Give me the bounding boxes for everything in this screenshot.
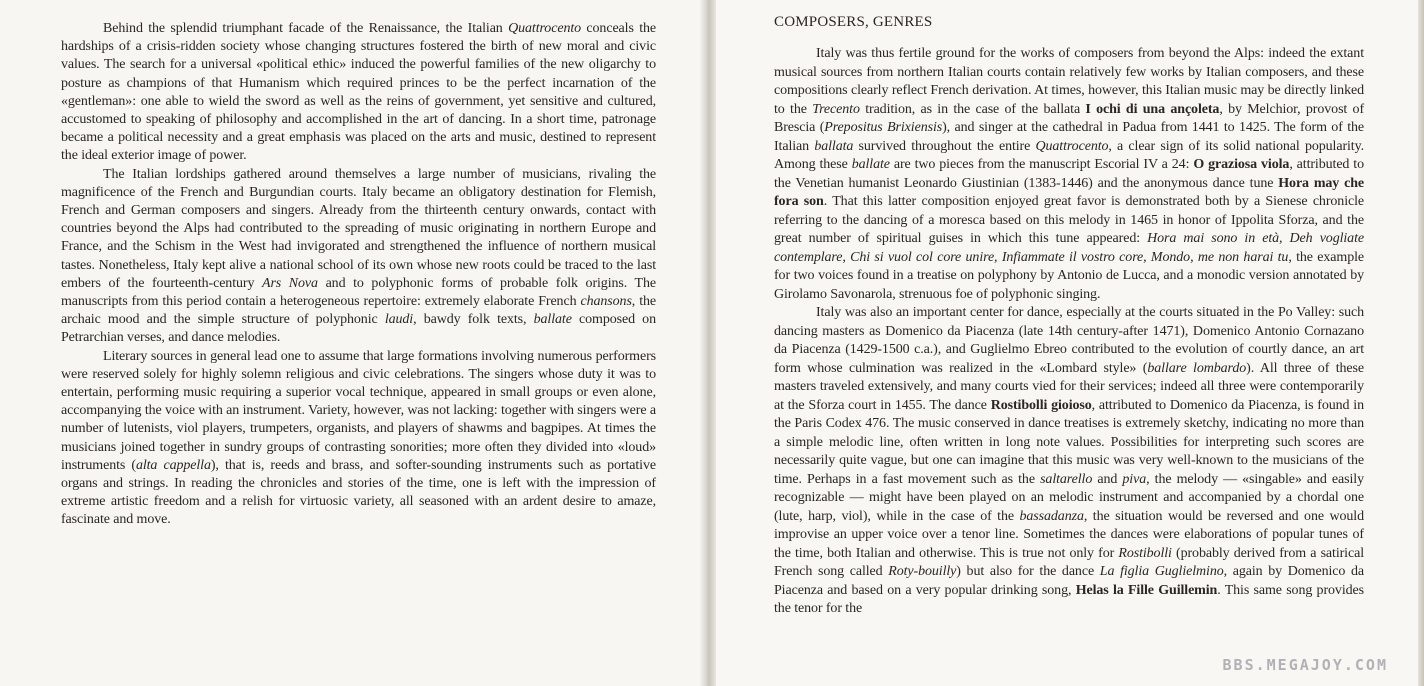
text-run: , attributed to the Venetian humanist Leonardo Giustinian (1383-1446) and the anonymous dance tune xyxy=(774,157,1364,191)
text-run: survived throughout the entire xyxy=(853,138,1036,154)
work-title: O graziosa viola xyxy=(1193,157,1290,172)
text-run: Literary sources in general lead one to assume that large formations involving numerous performers were reserved solely for highly solemn religious and civic celebrations. The singers whose duty it was to entertain, performing music requiring a superior vocal technique, appeared in small groups or even alone, accompanying the voice with an instrument. Variety, however, was not lacking: together with singers were a number of lutenists, viol players, trumpeters, organists, and players of shawms and bagpipes. At times the musicians joined together in sundry groups of contrasting sonorities; more often they divided into «loud» instruments ( xyxy=(61,348,656,473)
italic-text: ballata xyxy=(814,138,854,154)
section-heading: COMPOSERS, GENRES xyxy=(774,14,933,30)
left-paragraph-1 xyxy=(61,20,656,166)
italic-text: laudi xyxy=(384,312,414,328)
text-run: and xyxy=(1092,471,1123,487)
text-run: , again by Domenico da Piacenza and based on a very popular drinking song, xyxy=(774,564,1364,598)
text-run: ). All three of these masters traveled extensively, and many courts vied for their services; indeed all three were contemporarily at the Sforza court in 1455. The dance xyxy=(774,360,1364,413)
right-page xyxy=(708,0,1424,686)
italic-text: Quattrocento xyxy=(508,21,582,36)
work-title: Rostibolli gioioso xyxy=(990,397,1092,413)
italic-text: saltarello xyxy=(1040,471,1093,487)
text-run: conceals the hardships of a crisis-ridden society whose changing structures fostered the birth of new moral and civic values. The search for a universal «political ethic» induced the powerful families of the new oligarchy to posture as champions of that Humanism which required princes to be the perfect incarnation of the «gentleman»: one able to wield the sword as well as the reins of government, yet sensitive and cultured, accustomed to speaking of philosophy and accomplished in the art of dancing. In a short time, patronage became a political necessity and a great emphasis was placed on the arts and music, destined to represent the ideal exterior image of power. xyxy=(61,21,656,164)
work-title: I ochi di una ançoleta xyxy=(1085,101,1220,117)
work-title: Helas la Fille Guillemin xyxy=(1075,582,1218,598)
text-run: (probably derived from a satirical French song called xyxy=(774,545,1364,579)
book-gutter xyxy=(700,0,716,686)
text-run: , the archaic mood and the simple structure of polyphonic xyxy=(61,294,656,328)
text-run: , the situation would be reversed and one would improvise an upper voice over a tenor line. Sometimes the dances were elaborations of popular tunes of the time, both Italian and otherwise. This is true not only for xyxy=(774,508,1364,561)
text-run: Behind the splendid triumphant facade of the Renaissance, the Italian xyxy=(103,21,509,36)
text-run: , bawdy folk texts, xyxy=(413,312,534,328)
text-run: ), that is, reeds and brass, and softer-sounding instruments such as portative organs and strings. In reading the chronicles and stories of the time, one is left with the impression of extreme artistic freedom and a relish for virtuosic variety, all seasoned with an ardent desire to amaze, fascinate and move. xyxy=(61,457,656,528)
italic-text: Prepositus Brixiensis xyxy=(824,120,943,135)
text-run: Italy was also an important center for dance, especially at the courts situated in the Po Valley: such dancing masters as Domenico da Piacenza (late 14th century-after 1471), Domenico Antonio Cornazano da Piacenza (1429-1500 c.a.), and Guglielmo Ebreo contributed to the evolution of courtly dance, an art form whose culmination was realized in the «Lombard style» ( xyxy=(774,305,1364,376)
text-run: Italy was thus fertile ground for the works of composers from beyond the Alps: indeed the extant musical sources from northern Italian courts contain relatively few works by Italian composers, and these compositions clearly reflect French derivation. At times, however, this Italian music may be directly linked to the xyxy=(774,46,1364,117)
text-run: The Italian lordships gathered around themselves a large number of musicians, rivaling the magnificence of the French and Burgundian courts. Italy became an obligatory destination for Flemish, French and German composers and singers. Already from the thirteenth century onwards, contact with countries beyond the Alps had contributed to the spreading of music originating in northern Europe and France, and the Schism in the West had invigorated and strengthened the influence of northern musical tastes. Nonetheless, Italy kept alive a national school of its own whose new roots could be traced to the last embers of the fourteenth-century xyxy=(61,166,656,291)
text-run: composed on Petrarchian verses, and dance melodies. xyxy=(61,312,656,346)
page-edge xyxy=(1418,0,1424,686)
italic-text: Hora mai sono in età, Deh vogliate contemplare, Chi si vuol col core unire, Infiammate il vostro core, Mondo, me non harai tu xyxy=(774,231,1364,265)
work-title: Hora may che fora son xyxy=(774,175,1364,209)
italic-text: Roty-bouilly xyxy=(888,564,957,579)
text-run: tradition, as in the case of the ballata xyxy=(859,101,1086,117)
italic-text: Quattrocento xyxy=(1035,138,1109,154)
text-run: , attributed to Domenico da Piacenza, is found in the Paris Codex 476. The music conserved in dance treatises is extremely sketchy, indicating no more than a simple melodic line, often written in long note values. Possibilities for interpreting such scores are necessarily quite vague, but one can imagine that this music was very well-known to the musicians of the time. Perhaps in a fast movement such as the xyxy=(774,397,1364,487)
italic-text: Rostibolli xyxy=(1118,545,1172,561)
italic-text: Trecento xyxy=(812,101,860,117)
text-run: are two pieces from the manuscript Escorial IV a 24: xyxy=(889,157,1194,172)
italic-text: La figlia Guglielmino xyxy=(1099,564,1224,579)
italic-text: ballare lombardo xyxy=(1147,360,1247,376)
text-run: , a clear sign of its solid national popularity. Among these xyxy=(774,138,1364,172)
right-paragraph-2 xyxy=(774,304,1364,619)
italic-text: Ars Nova xyxy=(262,275,318,291)
left-paragraph-3 xyxy=(61,348,656,530)
text-run: , the example for two voices found in a treatise on polyphony by Antonio de Lucca, and a monodic version annotated by Girolamo Savonarola, strenuous foe of polyphonic singing. xyxy=(774,249,1364,302)
text-run: ), and singer at the cathedral in Padua from 1441 to 1425. The form of the Italian xyxy=(774,120,1364,154)
left-page xyxy=(0,0,708,686)
text-run: . This same song provides the tenor for the xyxy=(774,582,1364,616)
right-paragraph-1 xyxy=(774,45,1364,304)
italic-text: piva xyxy=(1122,471,1147,487)
text-run: , the melody — «singable» and easily recognizable — might have been played on an melodic instrument and accompanied by a chordal one (lute, harp, viol), while in the case of the xyxy=(774,471,1364,524)
italic-text: chansons xyxy=(580,294,632,310)
text-run: , by Melchior, provost of Brescia ( xyxy=(774,101,1365,135)
text-run: and to polyphonic forms of probable folk origins. The manuscripts from this period contain a heterogeneous repertoire: extremely elaborate French xyxy=(61,275,656,310)
watermark: BBS.MEGAJOY.COM xyxy=(1222,656,1388,674)
left-paragraph-2 xyxy=(61,166,656,348)
italic-text: ballate xyxy=(851,157,890,172)
italic-text: alta cappella xyxy=(135,457,211,473)
text-run: ) but also for the dance xyxy=(956,564,1100,579)
italic-text: ballate xyxy=(533,312,572,328)
text-run: . That this latter composition enjoyed great favor is demonstrated both by a Sienese chronicle referring to the dancing of a moresca based on this melody in 1465 in honor of Ippolita Sforza, and the great number of spiritual guises in which this tune appeared: xyxy=(774,194,1364,246)
italic-text: bassadanza xyxy=(1019,508,1084,524)
